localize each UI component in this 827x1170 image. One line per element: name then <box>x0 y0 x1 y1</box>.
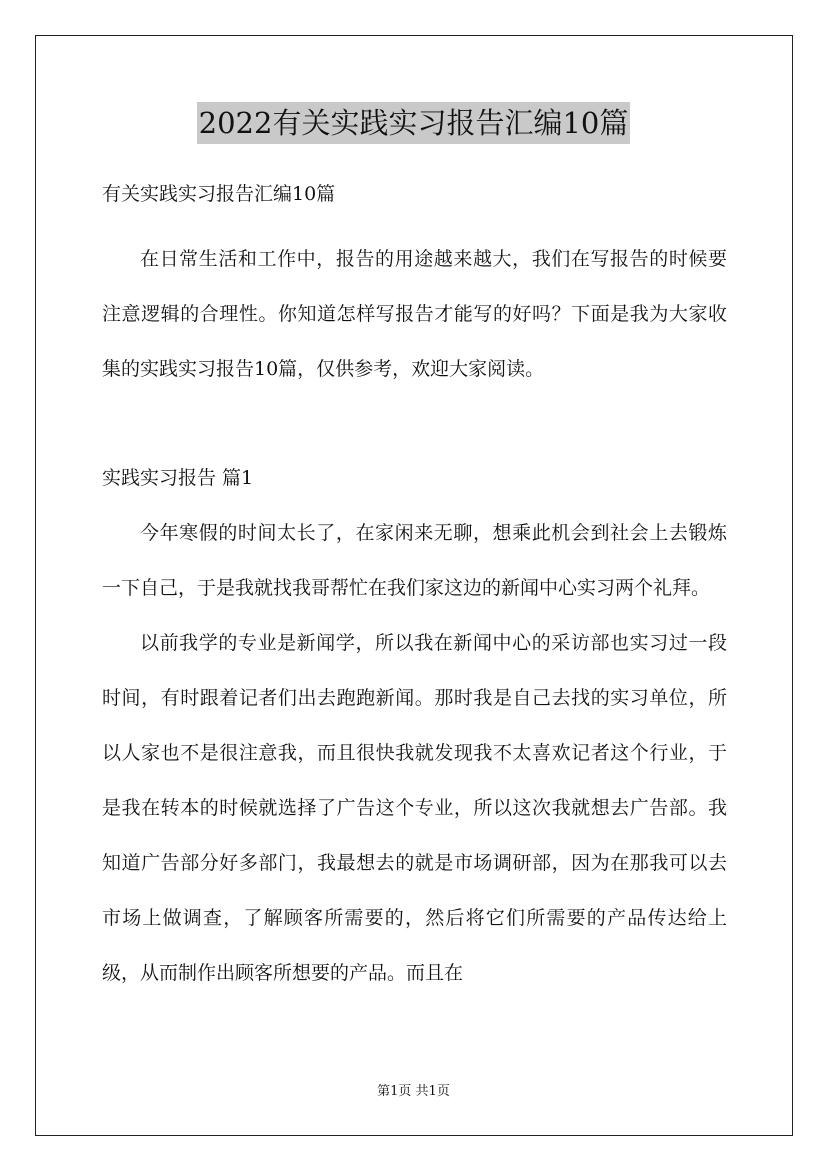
intro-paragraph: 在日常生活和工作中，报告的用途越来越大，我们在写报告的时候要注意逻辑的合理性。你知道怎样写报告才能写的好吗？下面是我为大家收集的实践实习报告10篇，仅供参考，欢迎大家阅读。 <box>102 248 727 380</box>
section-heading: 实践实习报告 篇1 <box>102 467 254 489</box>
document-body <box>102 178 727 1001</box>
body-paragraph-1: 今年寒假的时间太长了，在家闲来无聊，想乘此机会到社会上去锻炼一下自己，于是我就找我哥帮忙在我们家这边的新闻中心实习两个礼拜。 <box>102 522 727 599</box>
document-subtitle: 有关实践实习报告汇编10篇 <box>102 183 336 205</box>
document-title: 2022有关实践实习报告汇编10篇 <box>197 102 631 144</box>
page-footer: 第1页 共1页 <box>377 1084 450 1099</box>
body-paragraph-2: 以前我学的专业是新闻学，所以我在新闻中心的采访部也实习过一段时间，有时跟着记者们出去跑跑新闻。那时我是自己去找的实习单位，所以人家也不是很注意我，而且很快我就发现我不太喜欢记者这个行业，于是我在转本的时候就选择了广告这个专业，所以这次我就想去广告部。我知道广告部分好多部门，我最想去的就是市场调研部，因为在那我可以去市场上做调查，了解顾客所需要的，然后将它们所需要的产品传达给上级，从而制作出顾客所想要的产品。而且在 <box>102 632 727 984</box>
title-container <box>0 102 827 144</box>
